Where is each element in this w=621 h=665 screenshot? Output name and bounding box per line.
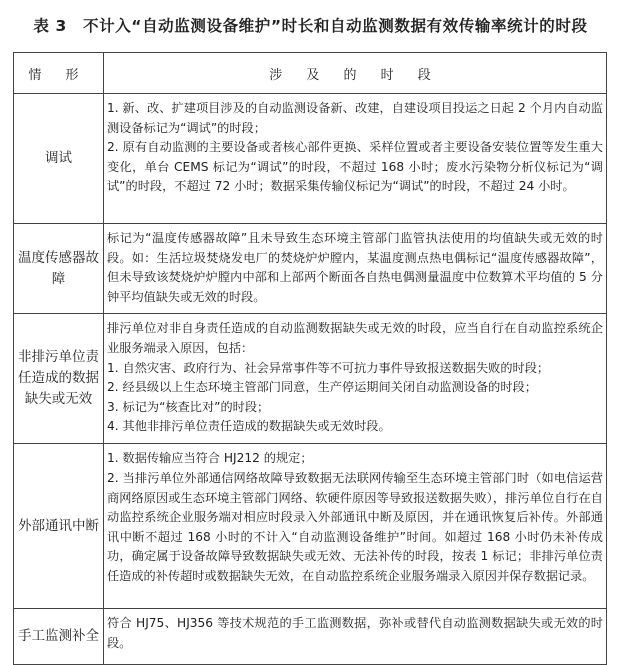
content-line: 2. 当排污单位外部通信网络故障导致数据无法联网传输至生态环境主管部门时（如电信运营商网络原因或生态环境主管部门网络、软硬件原因等导致报送数据失败），排污单位自行在自动监控系统企业服务端对相应时段录入外部通讯中断及原因，并在通讯恢复后补传。外部通讯中断不超过 168 小时的不计入“自动监测设备维护”时间。如超过 168 小时仍未补传成功，确定属于设备故障导致数据缺失或无效、无法补传的时段，按表 1 标记；非排污单位责任造成的补传超时或数据缺失无效，在自动监控系统企业服务端录入原因并保存数据记录。 — [107, 470, 603, 583]
table-header-row — [14, 53, 607, 94]
content-line: 3. 标记为“核查比对”的时段； — [107, 399, 270, 414]
row-label: 外部通讯中断 — [14, 444, 104, 609]
content-line: 2. 经县级以上生态环境主管部门同意，生产停运期间关闭自动监测设备的时段； — [107, 380, 537, 395]
content-line: 4. 其他非排污单位责任造成的数据缺失或无效时段。 — [107, 419, 391, 434]
table-row — [14, 444, 607, 609]
table-row — [14, 314, 607, 444]
table-row — [14, 224, 607, 314]
table-row — [14, 609, 607, 665]
row-content — [104, 94, 607, 224]
row-label: 温度传感器故障 — [14, 224, 104, 314]
content-line: 1. 数据传输应当符合 HJ212 的规定； — [107, 451, 313, 466]
row-label: 手工监测补全 — [14, 609, 104, 665]
header-situation: 情 形 — [14, 53, 104, 94]
header-periods: 涉 及 的 时 段 — [104, 53, 607, 94]
periods-table — [13, 52, 607, 665]
row-content — [104, 609, 607, 665]
row-label: 调试 — [14, 94, 104, 224]
content-line: 符合 HJ75、HJ356 等技术规范的手工监测数据，弥补或替代自动监测数据缺失或无效的时段。 — [107, 616, 603, 650]
table-title: 表 3 不计入“自动监测设备维护”时长和自动监测数据有效传输率统计的时段 — [33, 17, 588, 35]
content-line: 标记为“温度传感器故障”且未导致生态环境主管部门监管执法使用的均值缺失或无效的时段。如：生活垃圾焚烧发电厂的焚烧炉炉膛内，某温度测点热电偶标记“温度传感器故障”，但未导致该焚烧炉炉膛内中部和上部两个断面各自热电偶测量温度中位数算术平均值的 5 分钟平均值缺失或无效的时段。 — [107, 231, 603, 304]
row-content — [104, 314, 607, 444]
table-row — [14, 94, 607, 224]
content-line: 1. 自然灾害、政府行为、社会异常事件等不可抗力事件导致报送数据失败的时段； — [107, 360, 550, 375]
content-line: 排污单位对非自身责任造成的自动监测数据缺失或无效的时段，应当自行在自动监控系统企业服务端录入原因，包括： — [107, 321, 603, 355]
row-content — [104, 224, 607, 314]
row-label: 非排污单位责任造成的数据缺失或无效 — [14, 314, 104, 444]
content-line: 2. 原有自动监测的主要设备或者核心部件更换、采样位置或者主要设备安装位置等发生重大变化，单台 CEMS 标记为“调试”的时段，不超过 168 小时；废水污染物分析仪标记为“调试”的时段，不超过 72 小时；数据采集传输仪标记为“调试”的时段，不超过 24 小时。 — [107, 140, 603, 194]
content-line: 1. 新、改、扩建项目涉及的自动监测设备新、改建，自建设项目投运之日起 2 个月内自动监测设备标记为“调试”的时段； — [107, 101, 603, 135]
row-content — [104, 444, 607, 609]
